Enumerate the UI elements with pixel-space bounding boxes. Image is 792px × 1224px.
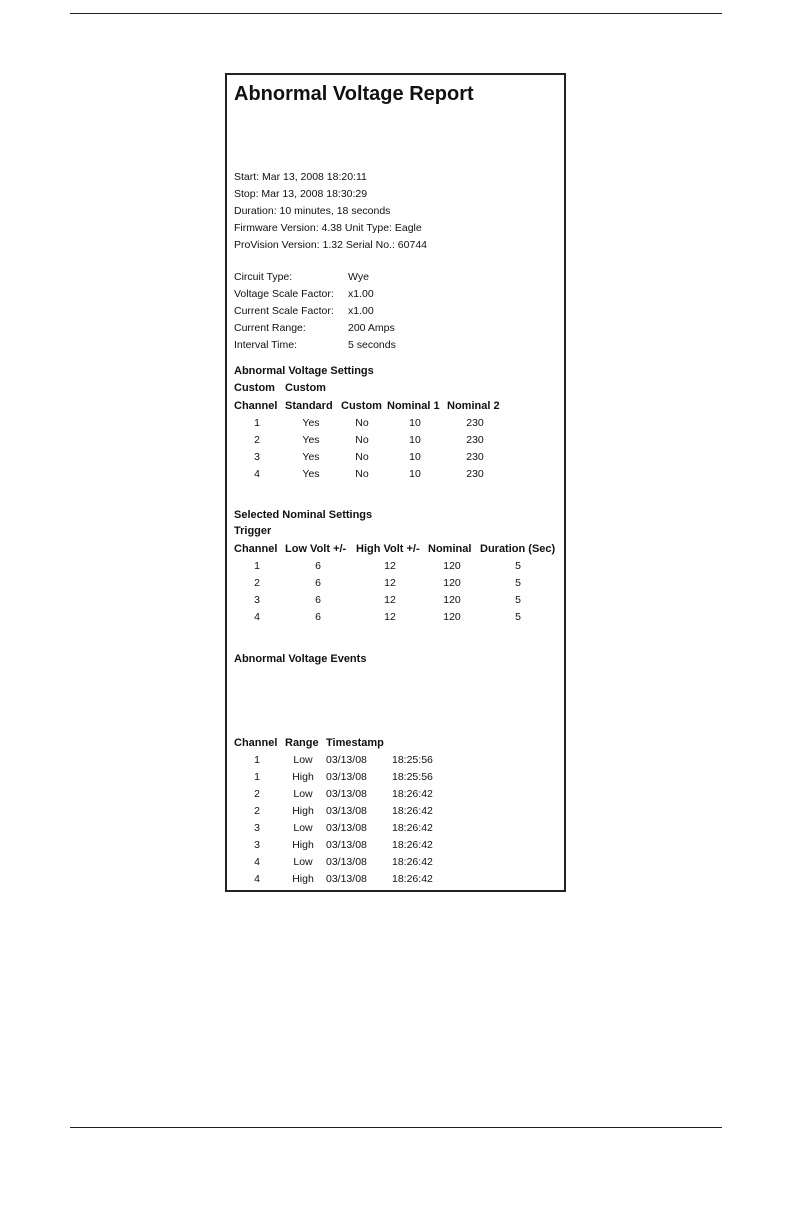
col-custom: Custom [341,400,382,412]
events-header [234,735,454,752]
cell-time: 18:26:42 [392,873,433,885]
page-footer-rule [70,1127,722,1128]
cell-time: 18:26:42 [392,839,433,851]
device-settings [234,269,554,354]
cell-channel: 3 [254,594,260,606]
events-title: Abnormal Voltage Events [234,653,367,665]
cell-channel: 2 [254,577,260,589]
info-provision: ProVision Version: 1.32 Serial No.: 60744 [234,239,428,251]
cell-nominal-2: 230 [466,468,484,480]
col-nominal-1: Nominal 1 [387,400,440,412]
cell-standard: Yes [302,468,320,480]
cell-channel: 4 [254,856,260,868]
cell-channel: 3 [254,451,260,463]
cell-nominal: 120 [443,560,461,572]
cell-date: 03/13/08 [326,839,367,851]
setting-label: Interval Time: [234,339,298,351]
setting-label: Current Scale Factor: [234,305,334,317]
info-stop: Stop: Mar 13, 2008 18:30:29 [234,188,368,200]
abnormal-settings-subhead-1: Custom [234,382,275,394]
cell-high-volt: 12 [384,594,396,606]
cell-range: High [292,771,314,783]
cell-range: High [292,805,314,817]
cell-channel: 3 [254,839,260,851]
setting-value: x1.00 [348,288,374,300]
nominal-settings-table [234,558,559,626]
col-timestamp: Timestamp [326,737,384,749]
col-nominal-2: Nominal 2 [447,400,500,412]
table-row [234,415,554,432]
setting-value: x1.00 [348,305,374,317]
cell-channel: 1 [254,417,260,429]
cell-date: 03/13/08 [326,805,367,817]
abnormal-settings-title: Abnormal Voltage Settings [234,365,374,377]
abnormal-settings-subhead-2: Custom [285,382,326,394]
cell-nominal: 120 [443,611,461,623]
cell-time: 18:26:42 [392,788,433,800]
table-row [234,820,454,837]
table-row [234,752,454,769]
col-channel: Channel [234,400,278,412]
cell-low-volt: 6 [315,577,321,589]
cell-duration: 5 [515,611,521,623]
nominal-settings-header [234,541,559,558]
cell-channel: 1 [254,754,260,766]
cell-nominal-1: 10 [409,434,421,446]
report-panel [225,73,566,892]
setting-current-scale [234,303,554,320]
cell-range: Low [293,754,313,766]
report-title: Abnormal Voltage Report [234,83,474,105]
cell-nominal-1: 10 [409,451,421,463]
cell-channel: 2 [254,805,260,817]
cell-range: Low [293,788,313,800]
cell-date: 03/13/08 [326,822,367,834]
table-row [234,769,454,786]
setting-voltage-scale [234,286,554,303]
info-start: Start: Mar 13, 2008 18:20:11 [234,171,367,183]
cell-low-volt: 6 [315,560,321,572]
cell-channel: 1 [254,560,260,572]
table-row [234,449,554,466]
table-row [234,466,554,483]
cell-high-volt: 12 [384,611,396,623]
cell-custom: No [355,434,369,446]
table-row [234,786,454,803]
cell-channel: 3 [254,822,260,834]
cell-high-volt: 12 [384,577,396,589]
table-row [234,837,454,854]
col-range: Range [285,737,319,749]
cell-channel: 4 [254,611,260,623]
cell-date: 03/13/08 [326,873,367,885]
col-channel: Channel [234,543,278,555]
col-low-volt: Low Volt +/- [285,543,347,555]
table-row [234,432,554,449]
col-duration: Duration (Sec) [480,543,556,555]
page-top-rule [70,13,722,14]
setting-label: Voltage Scale Factor: [234,288,334,300]
table-row [234,592,559,609]
cell-duration: 5 [515,594,521,606]
events-table [234,752,454,888]
info-firmware: Firmware Version: 4.38 Unit Type: Eagle [234,222,422,234]
run-info [234,169,427,254]
col-high-volt: High Volt +/- [356,543,420,555]
setting-interval-time [234,337,554,354]
cell-nominal-2: 230 [466,434,484,446]
table-row [234,854,454,871]
cell-nominal-1: 10 [409,468,421,480]
cell-time: 18:26:42 [392,805,433,817]
cell-custom: No [355,417,369,429]
col-channel: Channel [234,737,278,749]
table-row [234,558,559,575]
cell-custom: No [355,451,369,463]
setting-value: Wye [348,271,369,283]
col-standard: Standard [285,400,333,412]
cell-date: 03/13/08 [326,856,367,868]
cell-standard: Yes [302,451,320,463]
table-row [234,575,559,592]
info-duration: Duration: 10 minutes, 18 seconds [234,205,391,217]
cell-date: 03/13/08 [326,754,367,766]
cell-low-volt: 6 [315,594,321,606]
setting-value: 5 seconds [348,339,396,351]
abnormal-settings-header [234,398,554,415]
table-row [234,609,559,626]
cell-range: Low [293,822,313,834]
nominal-settings-title: Selected Nominal Settings [234,509,373,521]
cell-channel: 4 [254,873,260,885]
nominal-settings-subhead: Trigger [234,525,272,537]
cell-standard: Yes [302,434,320,446]
cell-nominal: 120 [443,577,461,589]
cell-channel: 2 [254,434,260,446]
setting-value: 200 Amps [348,322,395,334]
table-row [234,803,454,820]
cell-range: Low [293,856,313,868]
setting-current-range [234,320,554,337]
cell-high-volt: 12 [384,560,396,572]
col-nominal: Nominal [428,543,472,555]
abnormal-settings-table [234,415,554,483]
cell-channel: 2 [254,788,260,800]
cell-time: 18:26:42 [392,822,433,834]
cell-date: 03/13/08 [326,788,367,800]
cell-nominal: 120 [443,594,461,606]
cell-range: High [292,839,314,851]
cell-channel: 4 [254,468,260,480]
cell-custom: No [355,468,369,480]
setting-label: Circuit Type: [234,271,293,283]
table-row [234,871,454,888]
cell-standard: Yes [302,417,320,429]
cell-nominal-2: 230 [466,417,484,429]
cell-date: 03/13/08 [326,771,367,783]
cell-time: 18:25:56 [392,754,433,766]
setting-label: Current Range: [234,322,306,334]
cell-time: 18:26:42 [392,856,433,868]
cell-low-volt: 6 [315,611,321,623]
cell-duration: 5 [515,577,521,589]
cell-nominal-2: 230 [466,451,484,463]
setting-circuit-type [234,269,554,286]
cell-duration: 5 [515,560,521,572]
cell-time: 18:25:56 [392,771,433,783]
cell-nominal-1: 10 [409,417,421,429]
cell-channel: 1 [254,771,260,783]
cell-range: High [292,873,314,885]
